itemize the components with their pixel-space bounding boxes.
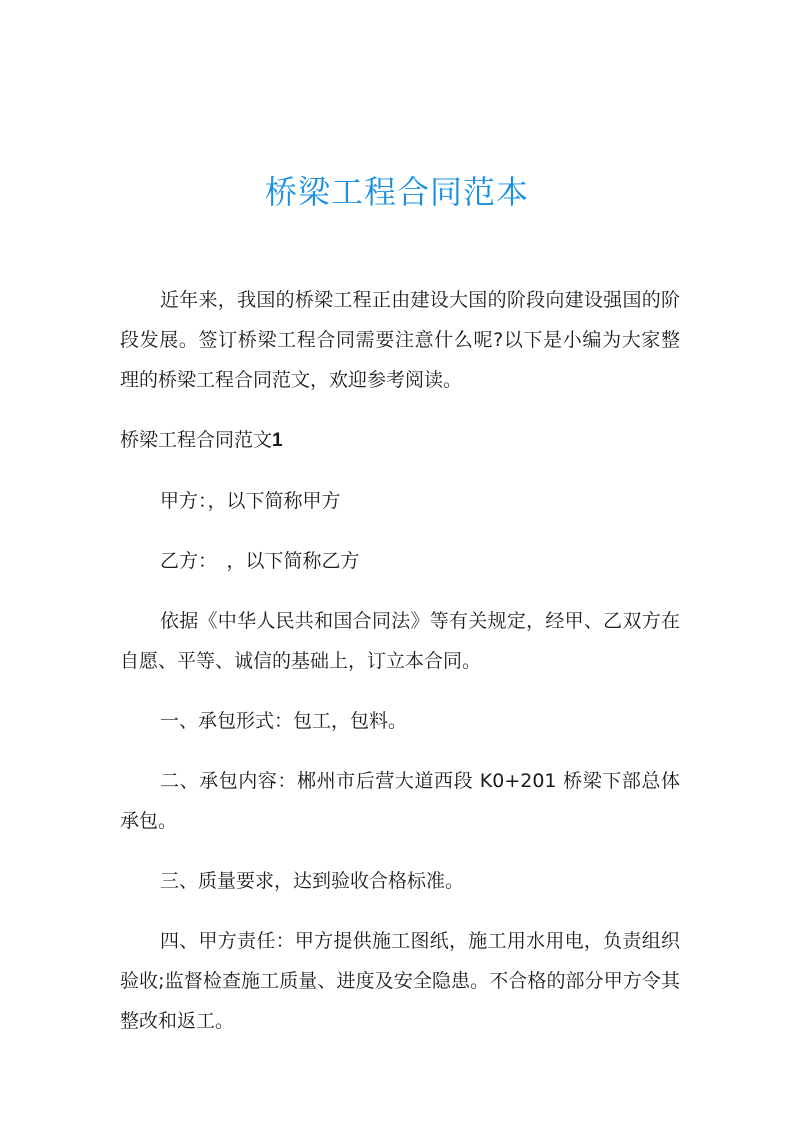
basis-paragraph: 依据《中华人民共和国合同法》等有关规定，经甲、乙双方在自愿、平等、诚信的基础上，订立本合同。 — [120, 610, 680, 672]
clause-2: 二、承包内容：郴州市后营大道西段 K0+201 桥梁下部总体承包。 — [120, 770, 680, 832]
clause-4: 四、甲方责任：甲方提供施工图纸，施工用水用电，负责组织验收;监督检查施工质量、进度及安全隐患。不合格的部分甲方令其整改和返工。 — [120, 930, 680, 1032]
intro-paragraph: 近年来，我国的桥梁工程正由建设大国的阶段向建设强国的阶段发展。签订桥梁工程合同需要注意什么呢?以下是小编为大家整理的桥梁工程合同范文，欢迎参考阅读。 — [120, 289, 680, 391]
party-b-line: 乙方： ，以下简称乙方 — [160, 550, 360, 572]
clause-1: 一、承包形式：包工，包料。 — [160, 710, 408, 732]
section-heading — [120, 420, 680, 461]
document-body — [120, 280, 680, 1061]
section-heading-number: 1 — [272, 430, 283, 451]
document-title: 桥梁工程合同范本 — [264, 173, 529, 211]
party-a-line: 甲方：，以下简称甲方 — [160, 490, 341, 512]
section-heading-text: 桥梁工程合同范文 — [120, 429, 273, 451]
clause-3: 三、质量要求，达到验收合格标准。 — [160, 870, 465, 892]
